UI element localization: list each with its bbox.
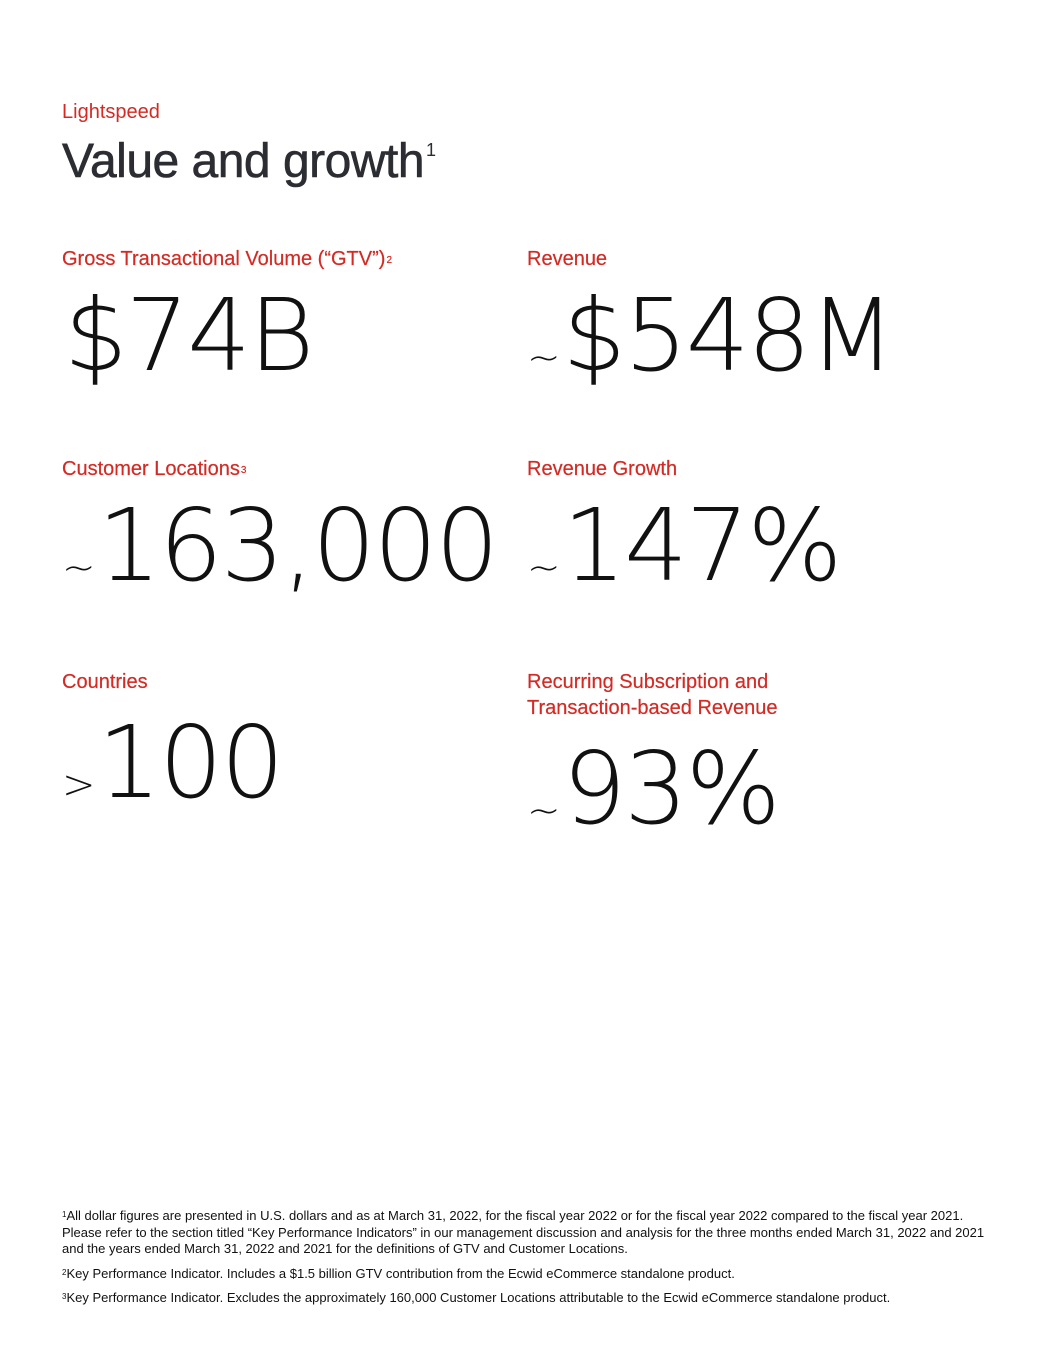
stat-revenue-prefix: ~: [527, 335, 561, 381]
stat-recurring-label: [527, 669, 779, 721]
stat-growth-label-text: Revenue Growth: [527, 458, 678, 480]
stat-countries-number: 100: [97, 704, 283, 821]
title-footnote-marker: 1: [426, 140, 436, 160]
stat-gtv-label: [62, 246, 392, 272]
stat-countries-label: [62, 669, 282, 695]
stat-recurring-number: 93%: [562, 730, 779, 847]
stat-growth: [527, 456, 841, 604]
footnote-1-marker: 1: [62, 1210, 67, 1219]
stat-locations-label: [62, 456, 497, 482]
stat-locations-footnote-marker: 3: [240, 465, 247, 476]
stat-locations-prefix: ~: [62, 545, 96, 591]
stat-growth-number: 147%: [562, 487, 841, 604]
footnote-2-text: Key Performance Indicator. Includes a $1.5 billion GTV contribution from the Ecwid eCommerce standalone product.: [66, 1265, 735, 1281]
stat-countries-label-text: Countries: [62, 671, 148, 693]
footnote-3-marker: 3: [62, 1292, 67, 1301]
footnote-1-text: All dollar figures are presented in U.S. dollars and as at March 31, 2022, for the fiscal year 2022 or for the fiscal year 2022 compared to the fiscal year 2021. Please refer to the section titled “Key Performance Indicators” in our management discussion and analysis for the three months ended March 31, 2022 and 2021 and the years ended March 31, 2022 and 2021 for the definitions of GTV and Customer Locations.: [62, 1208, 985, 1256]
stat-recurring-label-line2: Transaction-based Revenue: [527, 697, 778, 719]
footnote-3: [62, 1290, 992, 1307]
stat-gtv-label-text: Gross Transactional Volume (“GTV”): [62, 248, 386, 270]
footnote-2: [62, 1266, 992, 1283]
stat-revenue-label: [527, 246, 893, 272]
footnote-1: [62, 1208, 992, 1258]
stat-revenue: [527, 246, 894, 394]
stat-countries-value: [62, 704, 283, 821]
stat-gtv-number: $74B: [64, 277, 313, 394]
brand-label: Lightspeed: [62, 101, 160, 123]
stat-locations-label-text: Customer Locations: [62, 458, 240, 480]
stat-growth-value: [527, 487, 841, 604]
stat-revenue-label-text: Revenue: [527, 248, 608, 270]
stat-locations-value: [62, 487, 498, 604]
stat-recurring-prefix: ~: [527, 788, 561, 834]
page-title: [62, 134, 436, 189]
stat-gtv-footnote-marker: 2: [386, 255, 392, 266]
stat-growth-prefix: ~: [527, 545, 561, 591]
stat-recurring: [527, 669, 779, 847]
stat-recurring-label-line1: Recurring Subscription and: [527, 671, 769, 693]
stat-revenue-value: [527, 277, 894, 394]
stat-locations-number: 163,000: [97, 487, 498, 604]
footnote-2-marker: 2: [62, 1267, 67, 1277]
stat-revenue-number: $548M: [562, 277, 894, 394]
footnote-3-text: Key Performance Indicator. Excludes the approximately 160,000 Customer Locations attributable to the Ecwid eCommerce standalone product.: [66, 1290, 891, 1305]
stat-gtv-value: [62, 277, 392, 394]
stat-gtv: [62, 246, 392, 394]
stat-growth-label: [527, 456, 840, 482]
footnotes: [62, 1208, 992, 1315]
stat-recurring-value: [527, 730, 779, 847]
stat-countries: [62, 669, 283, 821]
stat-locations: [62, 456, 498, 604]
stat-countries-prefix: >: [62, 762, 96, 808]
page-title-text: Value and growth: [62, 135, 425, 188]
